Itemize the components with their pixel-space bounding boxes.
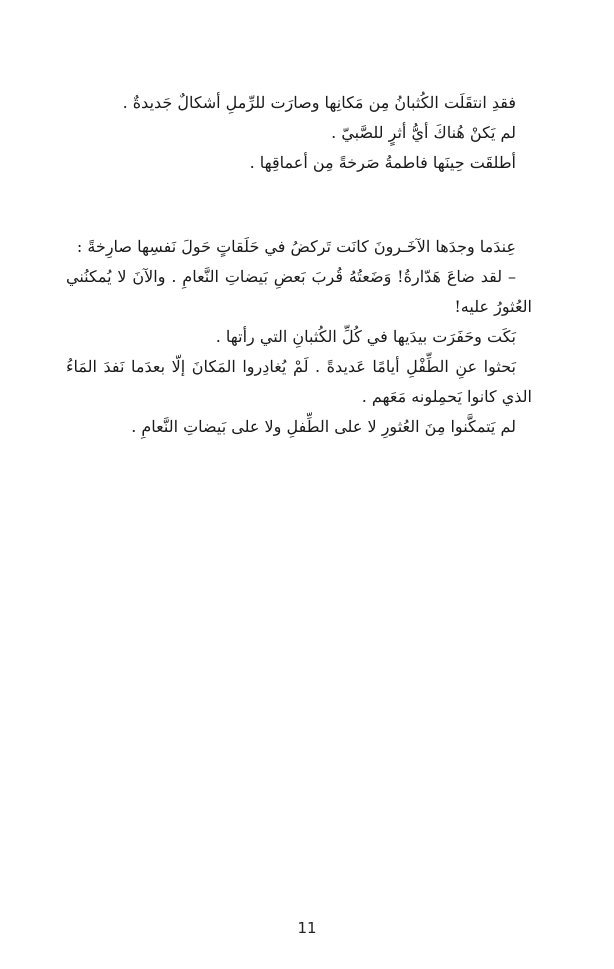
paragraph: فقدِ انتقَلَت الكُثبانُ مِن مَكانِها وصارَت للرِّملِ أشكالٌ جَديدةٌ . <box>122 93 516 112</box>
paragraph: أطلقَت حِينَها فاطمةُ صَرخةً مِن أعماقِها . <box>249 153 516 172</box>
page-number: 11 <box>297 919 317 937</box>
paragraph: بَحثوا عنِ الطِّفْلِ أيامًا عَديدةً . لَمْ يُغادِروا المَكانَ إلّا بعدَما نَفدَ المَاءُ الذي كانوا يَحمِلونه مَعَهم . <box>66 357 532 406</box>
text-block-bottom <box>66 232 532 442</box>
paragraph: عِندَما وجدَها الآخَـرونَ كانَت تَركضُ في حَلَقاتٍ حَولَ نَفسِها صارِخةً : <box>76 237 516 256</box>
paragraph: لم يَكنْ هُناكَ أيُّ أثرٍ للصَّبيّ . <box>331 123 516 142</box>
paragraph: لم يَتمكَّنوا مِنَ العُثورِ لا على الطِّفلِ ولا على بَيضاتِ النَّعامِ . <box>131 417 516 436</box>
text-block-top <box>66 88 532 178</box>
dialogue-paragraph: – لقد ضاعَ هَدّارةُ! وَضَعتُهُ قُربَ بَعضِ بَيضاتِ النَّعامِ . والآنَ لا يُمكنُني العُثورُ عليه! <box>66 267 532 316</box>
paragraph: بَكَت وحَفَرَت بيدَيها في كُلِّ الكُثبانِ التي رأتها . <box>215 327 516 346</box>
